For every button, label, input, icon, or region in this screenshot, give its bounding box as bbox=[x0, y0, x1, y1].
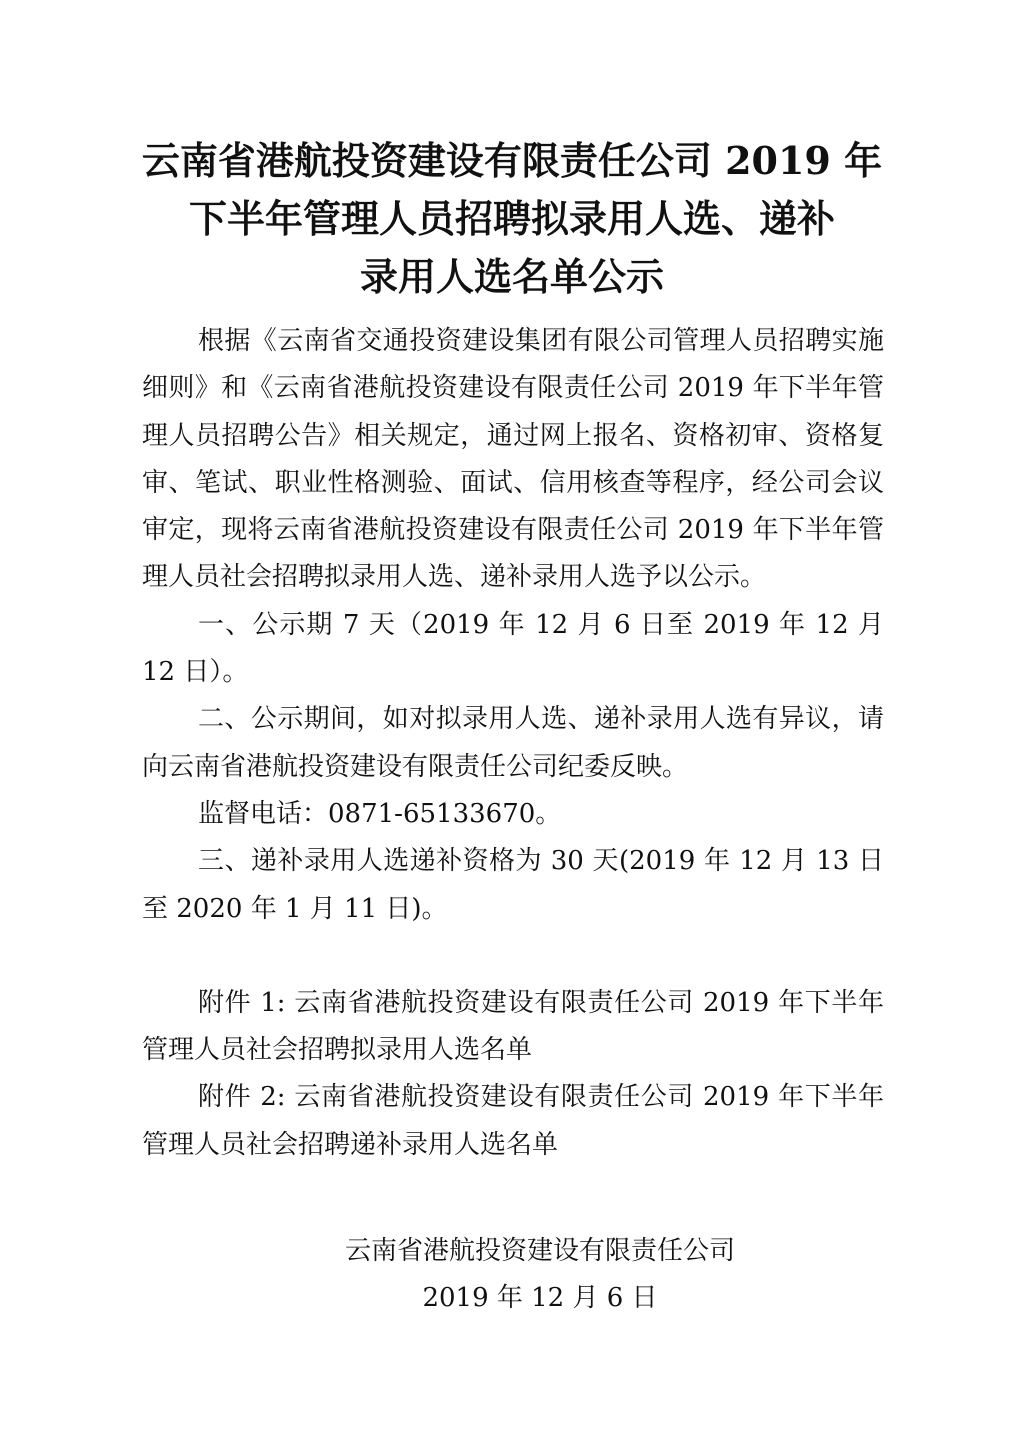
signature-organization: 云南省港航投资建设有限责任公司 bbox=[344, 1236, 735, 1266]
document-title bbox=[140, 132, 884, 306]
spacer bbox=[142, 933, 884, 980]
signature-date: 2019 年 12 月 6 日 bbox=[422, 1283, 658, 1313]
title-line-2: 下半年管理人员招聘拟录用人选、递补 bbox=[188, 196, 835, 241]
objection-paragraph: 二、公示期间，如对拟录用人选、递补录用人选有异议，请向云南省港航投资建设有限责任公司纪委反映。 bbox=[142, 704, 884, 782]
attachment-1: 附件 1: 云南省港航投资建设有限责任公司 2019 年下半年管理人员社会招聘拟录用人选名单 bbox=[142, 987, 884, 1066]
document-body bbox=[142, 318, 884, 1169]
supervision-phone: 监督电话：0871-65133670。 bbox=[198, 798, 562, 829]
intro-paragraph: 根据《云南省交通投资建设集团有限公司管理人员招聘实施细则》和《云南省港航投资建设有限责任公司 2019 年下半年管理人员招聘公告》相关规定，通过网上报名、资格初审、资格复审、笔试、职业性格测验、面试、信用核查等程序，经公司会议审定，现将云南省港航投资建设有限责任公司 2019 年下半年管理人员社会招聘拟录用人选、递补录用人选予以公示。 bbox=[142, 326, 884, 593]
attachment-2: 附件 2: 云南省港航投资建设有限责任公司 2019 年下半年管理人员社会招聘递补录用人选名单 bbox=[142, 1082, 884, 1160]
substitute-period-paragraph: 三、递补录用人选递补资格为 30 天(2019 年 12 月 13 日至 2020 年 1 月 11 日)。 bbox=[142, 846, 884, 924]
notice-period-paragraph: 一、公示期 7 天（2019 年 12 月 6 日至 2019 年 12 月 12 日）。 bbox=[142, 609, 884, 688]
title-line-3: 录用人选名单公示 bbox=[359, 254, 664, 299]
title-line-1: 云南省港航投资建设有限责任公司 2019 年 bbox=[141, 138, 883, 183]
